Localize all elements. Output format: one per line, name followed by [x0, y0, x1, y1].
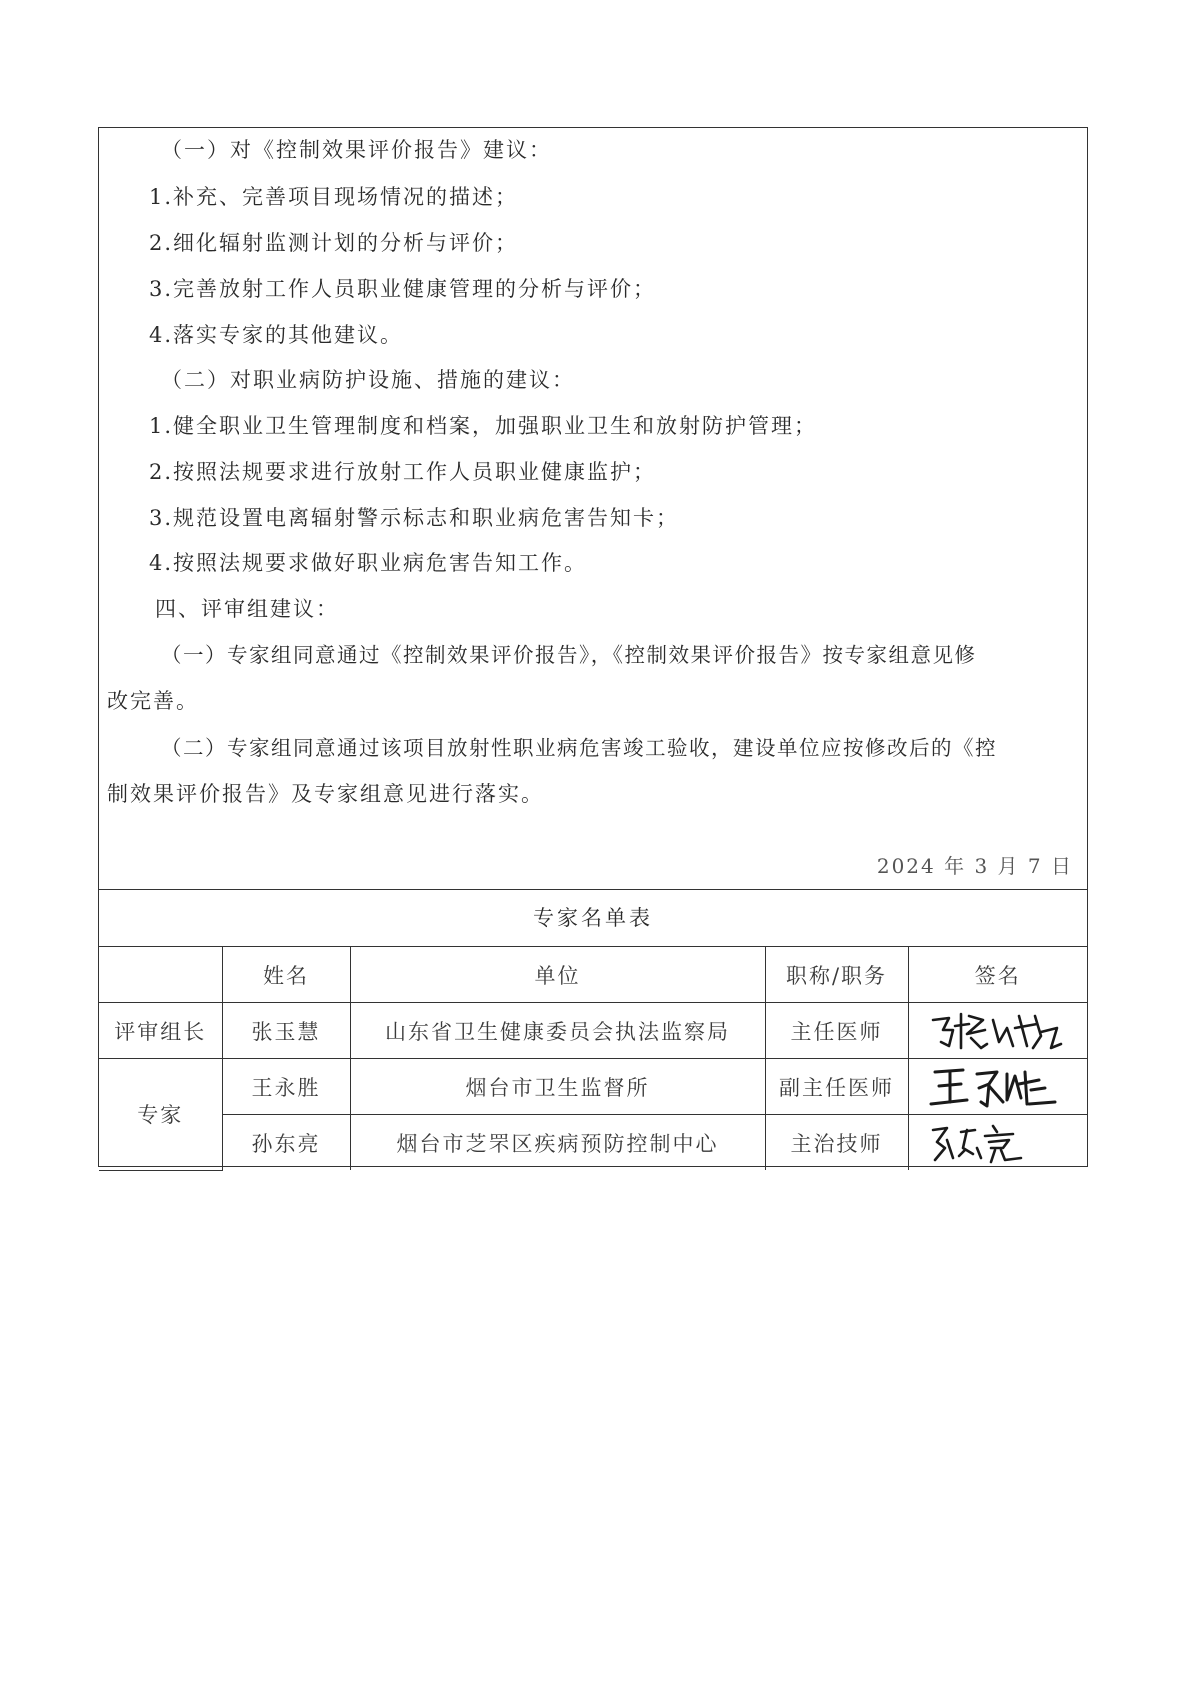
signature-cell [908, 1059, 1087, 1115]
table-row [99, 1115, 1087, 1171]
facility-item-1: 1.健全职业卫生管理制度和档案，加强职业卫生和放射防护管理； [149, 414, 818, 438]
name-header: 姓名 [222, 947, 350, 1003]
signature-header: 签名 [908, 947, 1087, 1003]
role-cell-expert: 专家 [99, 1059, 222, 1171]
facility-recommendation-heading: （二）对职业病防护设施、措施的建议： [161, 368, 575, 392]
unit-cell: 烟台市芝罘区疾病预防控制中心 [350, 1115, 765, 1171]
title-cell: 副主任医师 [765, 1059, 908, 1115]
handwritten-signature [923, 1062, 1073, 1112]
opinion-section [99, 128, 1087, 890]
unit-cell: 山东省卫生健康委员会执法监察局 [350, 1003, 765, 1059]
table-header-row [99, 947, 1087, 1003]
opinion-form-frame [98, 127, 1088, 1167]
title-cell: 主任医师 [765, 1003, 908, 1059]
signature-cell [908, 1003, 1087, 1059]
conclusion-2-line-1: （二）专家组同意通过该项目放射性职业病危害竣工验收，建设单位应按修改后的《控 [161, 736, 997, 760]
role-header-cell [99, 947, 222, 1003]
title-cell: 主治技师 [765, 1115, 908, 1171]
report-recommendation-heading: （一）对《控制效果评价报告》建议： [161, 138, 552, 162]
review-date: 2024 年 3 月 7 日 [876, 854, 1073, 878]
section-four-heading: 四、评审组建议： [155, 597, 339, 621]
conclusion-1-line-2: 改完善。 [107, 689, 199, 713]
report-item-1: 1.补充、完善项目现场情况的描述； [149, 185, 519, 209]
report-item-2: 2.细化辐射监测计划的分析与评价； [149, 231, 519, 255]
unit-header: 单位 [350, 947, 765, 1003]
name-cell: 孙东亮 [222, 1115, 350, 1171]
handwritten-signature [923, 1006, 1073, 1056]
report-item-4: 4.落实专家的其他建议。 [149, 323, 404, 347]
name-cell: 王永胜 [222, 1059, 350, 1115]
table-row [99, 1003, 1087, 1059]
conclusion-1-line-1: （一）专家组同意通过《控制效果评价报告》，《控制效果评价报告》按专家组意见修 [161, 643, 977, 667]
facility-item-2: 2.按照法规要求进行放射工作人员职业健康监护； [149, 460, 657, 484]
table-row [99, 1059, 1087, 1115]
expert-table-title: 专家名单表 [99, 890, 1087, 947]
expert-table [99, 947, 1087, 1171]
name-cell: 张玉慧 [222, 1003, 350, 1059]
conclusion-2-line-2: 制效果评价报告》及专家组意见进行落实。 [107, 782, 544, 806]
role-cell-leader: 评审组长 [99, 1003, 222, 1059]
title-header: 职称/职务 [765, 947, 908, 1003]
report-item-3: 3.完善放射工作人员职业健康管理的分析与评价； [149, 277, 657, 301]
unit-cell: 烟台市卫生监督所 [350, 1059, 765, 1115]
facility-item-4: 4.按照法规要求做好职业病危害告知工作。 [149, 551, 588, 575]
handwritten-signature [923, 1118, 1073, 1168]
facility-item-3: 3.规范设置电离辐射警示标志和职业病危害告知卡； [149, 506, 680, 530]
signature-cell [908, 1115, 1087, 1171]
